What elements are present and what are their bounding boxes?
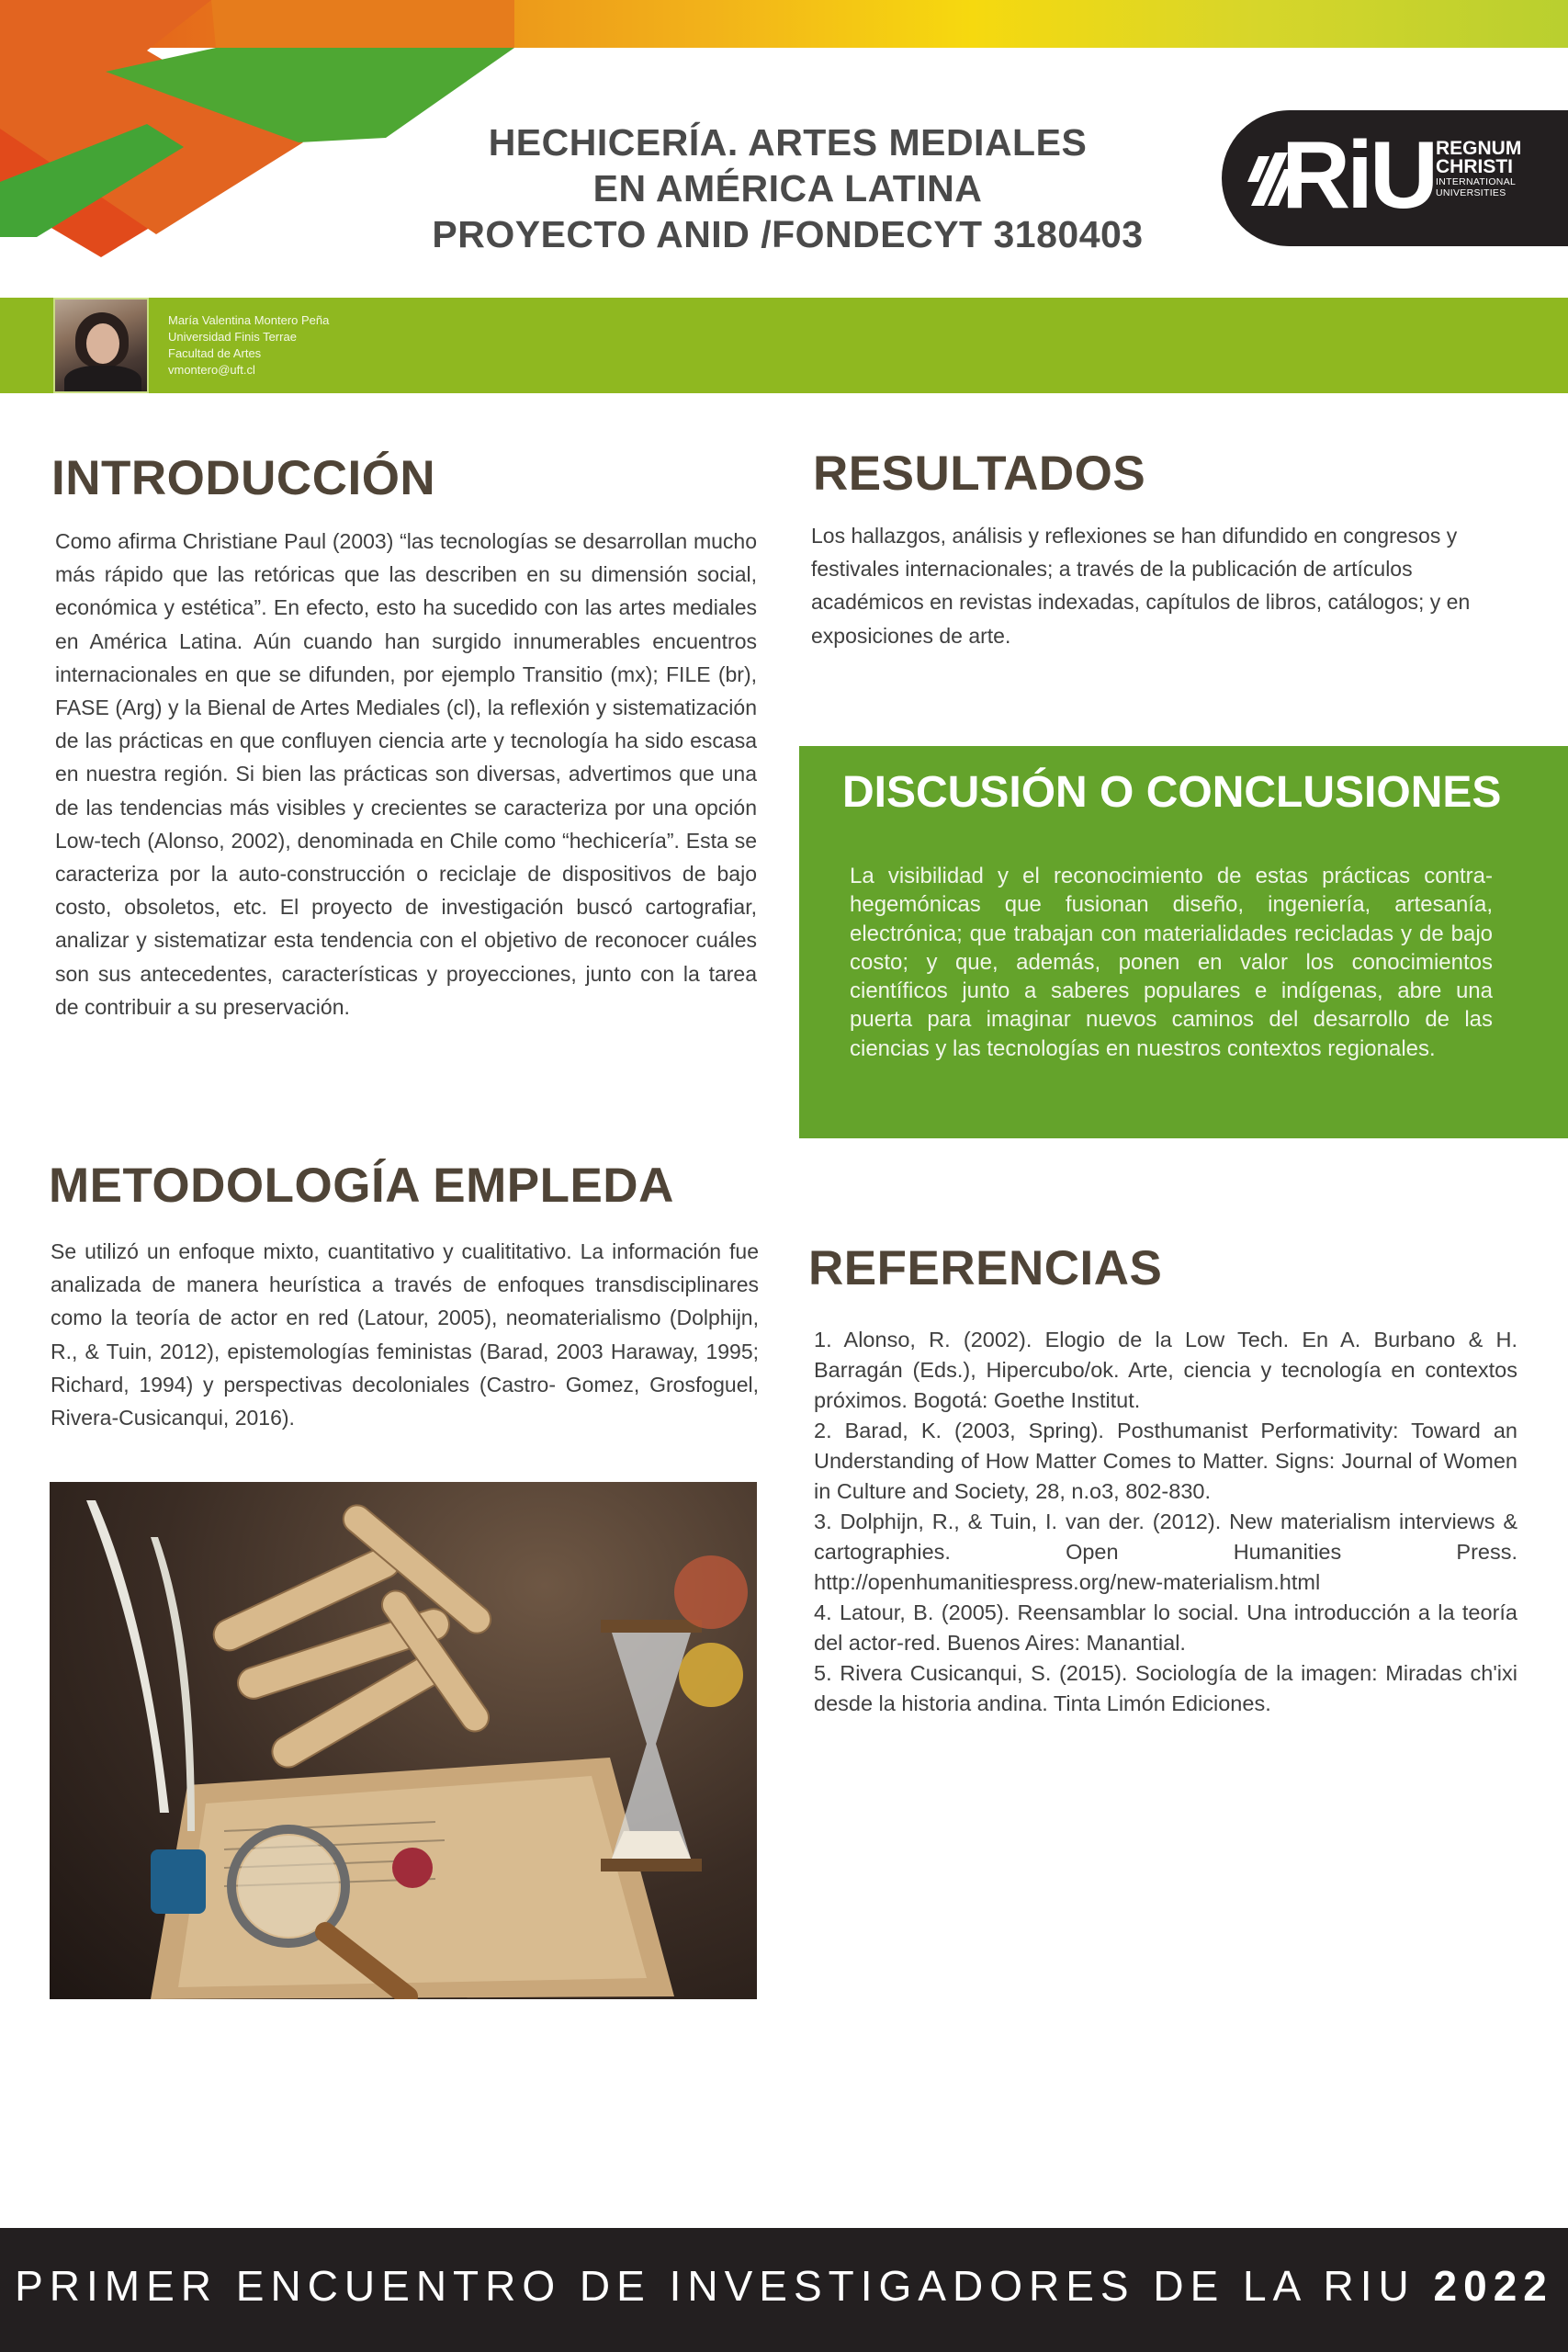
ribbon-top xyxy=(211,0,514,48)
reference-item: 2. Barad, K. (2003, Spring). Posthumanist Performativity: Toward an Understanding of How Matter Comes to Matter. Signs: Journal of Women in Culture and Society, 28, n.o3, 802-830. xyxy=(814,1419,1517,1503)
author-name: María Valentina Montero Peña xyxy=(168,313,330,327)
discussion-text: La visibilidad y el reconocimiento de estas prácticas contra-hegemónicas que fusionan diseño, ingeniería, artesanía, electrónica; que trabajan con materialidades recicladas y de bajo costo; y que, además, ponen en valor los conocimientos científicos junto a saberes populares e indígenas, abre una puerta para imaginar nuevos caminos del desarrollo de las ciencias y las tecnologías en nuestros contextos regionales. xyxy=(850,864,1493,1061)
author-university: Universidad Finis Terrae xyxy=(168,330,297,344)
riu-logo-text xyxy=(1436,140,1521,198)
footer-text xyxy=(0,2261,1568,2311)
method-text: Se utilizó un enfoque mixto, cuantitativo y cualititativo. La información fue analizada de manera heurística a través de enfoques transdisciplinares como la teoría de actor en red (Latour, 2005), neomaterialismo (Dolphijn, R., & Tuin, 2012), epistemologías feministas (Barad, 2003 Haraway, 1995; Richard, 1994) y perspectivas decoloniales (Castro- Gomez, Grosfoguel, Rivera-Cusicanqui, 2016). xyxy=(51,1239,759,1430)
riu-logo-mark: RiU xyxy=(1281,122,1436,229)
results-heading: RESULTADOS xyxy=(813,447,1146,501)
intro-heading: INTRODUCCIÓN xyxy=(51,451,436,505)
method-heading: METODOLOGÍA EMPLEDA xyxy=(49,1159,674,1213)
ink-bottle xyxy=(151,1849,206,1914)
results-text: Los hallazgos, análisis y reflexiones se han difundido en congresos y festivales internacionales; a través de la publicación de artículos académicos en revistas indexadas, capítulos de libros, catálogos; y en exposiciones de arte. xyxy=(811,524,1471,648)
footer-year: 2022 xyxy=(1433,2262,1553,2310)
wax-seal xyxy=(392,1848,433,1888)
poster-title xyxy=(349,119,1226,257)
reference-item: 4. Latour, B. (2005). Reensamblar lo social. Una introducción a la teoría del actor-red. Buenos Aires: Manantial. xyxy=(814,1600,1517,1655)
author-faculty: Facultad de Artes xyxy=(168,346,262,360)
illustration-photo xyxy=(50,1482,757,1999)
reference-item: 5. Rivera Cusicanqui, S. (2015). Sociología de la imagen: Miradas ch'ixi desde la historia andina. Tinta Limón Ediciones. xyxy=(814,1661,1517,1715)
logo-universities: UNIVERSITIES xyxy=(1436,187,1506,198)
logo-christi: CHRISTI xyxy=(1436,156,1513,177)
author-email: vmontero@uft.cl xyxy=(168,363,255,377)
references-list xyxy=(814,1325,1517,1719)
title-line-1: HECHICERÍA. ARTES MEDIALES xyxy=(488,121,1088,164)
intro-text: Como afirma Christiane Paul (2003) “las tecnologías se desarrollan mucho más rápido que las retóricas que las describen en su dimensión social, económica y estética”. En efecto, esto ha sucedido con las artes mediales en América Latina. Aún cuando han surgido innumerables encuentros internacionales en que se difunden, por ejemplo Transitio (mx); FILE (br), FASE (Arg) y la Bienal de Artes Mediales (cl), la reflexión y sistematización de las prácticas en que confluyen ciencia arte y tecnología ha sido escasa en nuestra región. Si bien las prácticas son diversas, advertimos que una de las tendencias más visibles y crecientes se caracteriza por una opción Low-tech (Alonso, 2002), denominada en Chile como “hechicería”. Esta se caracteriza por la auto-construcción o reciclaje de dispositivos de bajo costo, obsoletos, etc. El proyecto de investigación buscó cartografiar, analizar y sistematizar esta tendencia con el objetivo de reconocer cuáles son sus antecedentes, características y proyecciones, junto con la tarea de contribuir a su preservación. xyxy=(55,529,757,1019)
author-info xyxy=(168,312,329,379)
reference-item: 3. Dolphijn, R., & Tuin, I. van der. (2012). New materialism interviews & cartographies. Open Humanities Press. http://openhumanitiespress.org/new-materialism.html xyxy=(814,1510,1517,1594)
footer-event: PRIMER ENCUENTRO DE INVESTIGADORES DE LA RIU xyxy=(15,2262,1416,2310)
logo-international: INTERNATIONAL xyxy=(1436,176,1517,187)
references-heading: REFERENCIAS xyxy=(808,1241,1163,1295)
title-line-2: EN AMÉRICA LATINA xyxy=(592,167,983,209)
reference-item: 1. Alonso, R. (2002). Elogio de la Low Tech. En A. Burbano & H. Barragán (Eds.), Hipercubo/ok. Arte, ciencia y tecnología en contextos próximos. Bogotá: Goethe Institut. xyxy=(814,1328,1517,1412)
title-line-3: PROYECTO ANID /FONDECYT 3180403 xyxy=(432,213,1144,255)
author-photo xyxy=(53,298,149,393)
discussion-heading: DISCUSIÓN O CONCLUSIONES xyxy=(842,768,1502,817)
logo-regnum: REGNUM xyxy=(1436,138,1522,159)
